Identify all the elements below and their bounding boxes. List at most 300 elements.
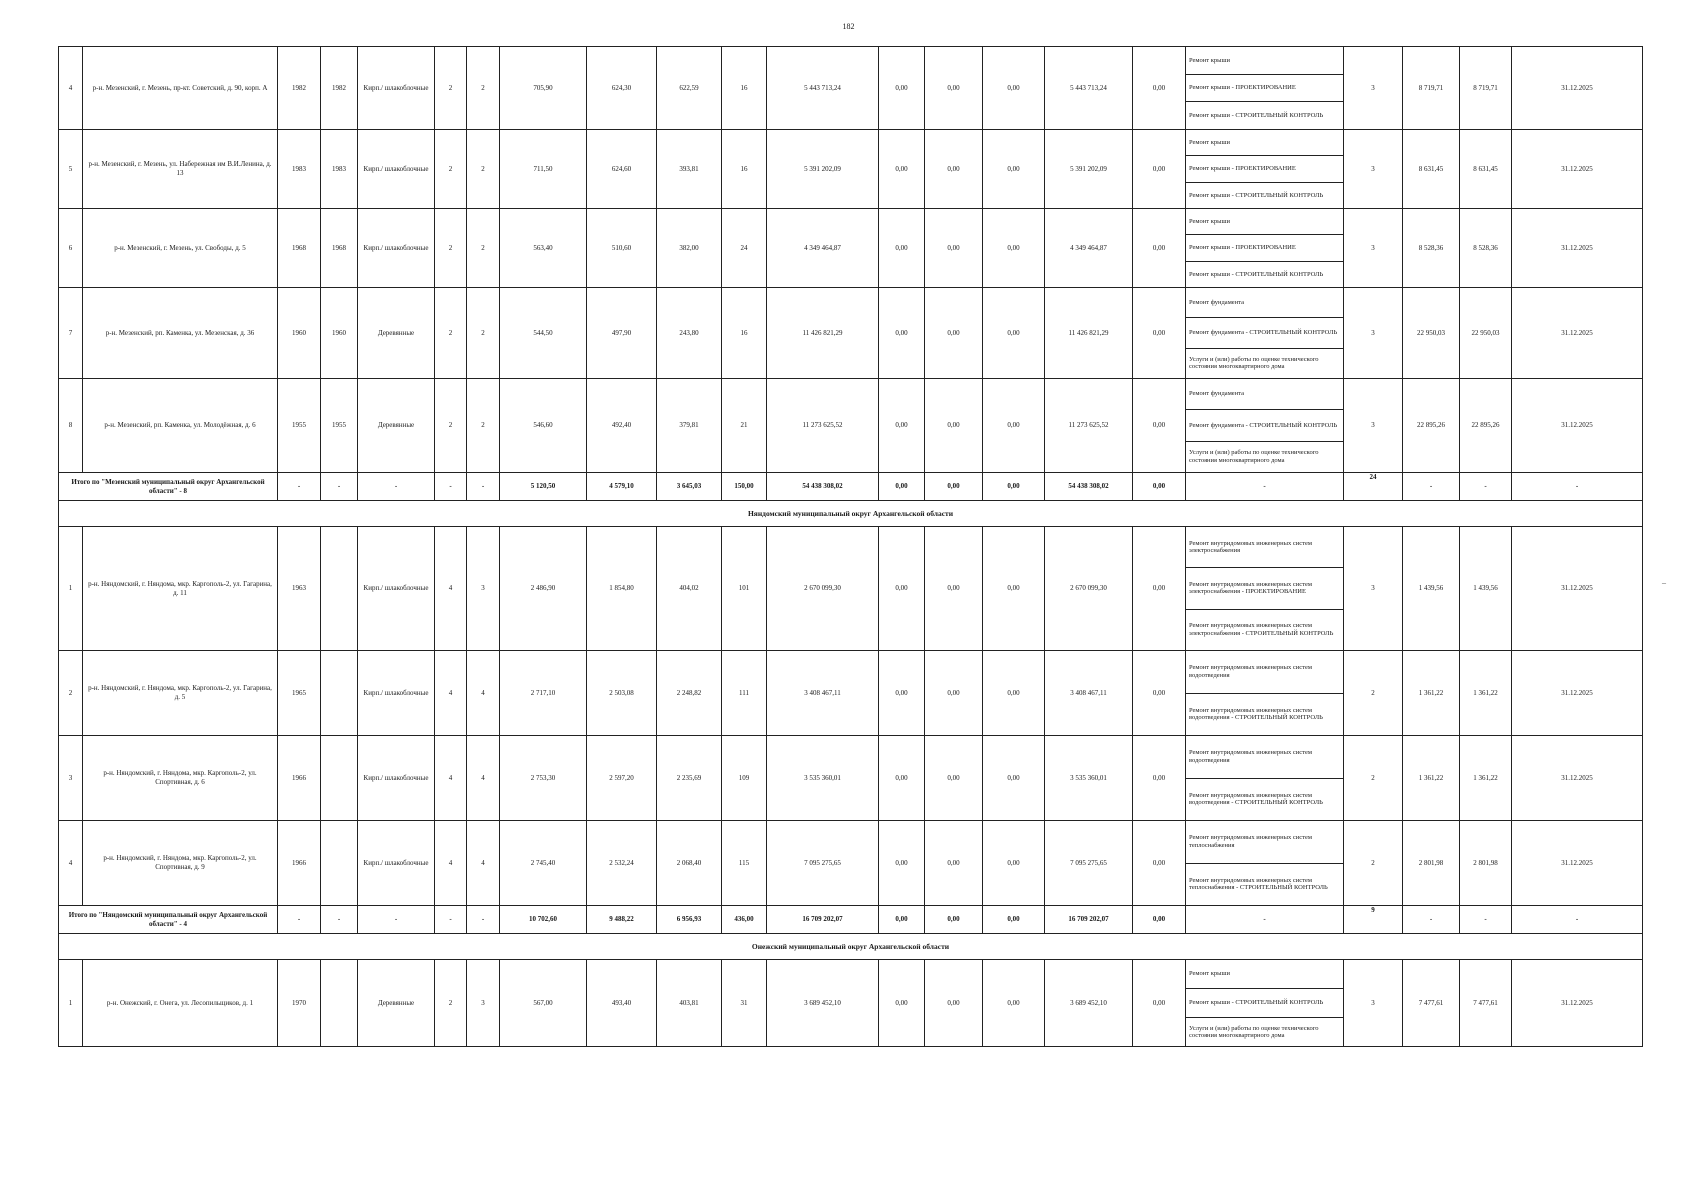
table-row <box>59 47 1643 130</box>
cell-entrances: 2 <box>467 209 500 288</box>
cell-entrances: 2 <box>467 130 500 209</box>
total-dash: - <box>358 906 435 934</box>
cell-fund-regional: 0,00 <box>925 736 983 821</box>
work-list <box>1186 960 1343 1046</box>
cell-fund-regional: 0,00 <box>925 651 983 736</box>
work-list <box>1186 130 1343 208</box>
cell-year-commission <box>321 736 358 821</box>
cell-works-count: 3 <box>1344 130 1403 209</box>
cell-address: р-н. Няндомский, г. Няндома, мкр. Каргополь-2, ул. Гагарина, д. 5 <box>83 651 278 736</box>
cell-area-total: 544,50 <box>500 288 587 379</box>
cell-year-built: 1960 <box>278 288 321 379</box>
cell-fund-other: 0,00 <box>1133 527 1186 651</box>
cell-cost-total: 11 273 625,52 <box>767 379 879 473</box>
total-dash: - <box>358 473 435 501</box>
cell-address: р-н. Мезенский, г. Мезень, пр-кт. Советский, д. 90, корп. А <box>83 47 278 130</box>
cell-floors: 4 <box>435 527 467 651</box>
cell-fund-federal: 0,00 <box>879 47 925 130</box>
cell-fund-owners: 4 349 464,87 <box>1045 209 1133 288</box>
cell-deadline: 31.12.2025 <box>1512 209 1643 288</box>
cell-works-count: 3 <box>1344 527 1403 651</box>
cell-fund-local: 0,00 <box>983 527 1045 651</box>
cell-floors: 4 <box>435 821 467 906</box>
cell-fund-local: 0,00 <box>983 379 1045 473</box>
cell-no: 1 <box>59 527 83 651</box>
cell-works-count: 2 <box>1344 736 1403 821</box>
total-fund-local: 0,00 <box>983 473 1045 501</box>
cell-fund-other: 0,00 <box>1133 651 1186 736</box>
cell-works <box>1186 209 1344 288</box>
cell-wall: Деревянные <box>358 379 435 473</box>
cell-cost-total: 3 535 360,01 <box>767 736 879 821</box>
cell-area-total: 2 486,90 <box>500 527 587 651</box>
cell-area-total: 711,50 <box>500 130 587 209</box>
cell-fund-federal: 0,00 <box>879 527 925 651</box>
total-residents: 150,00 <box>722 473 767 501</box>
cell-floors: 4 <box>435 651 467 736</box>
cell-year-commission: 1982 <box>321 47 358 130</box>
table-row <box>59 651 1643 736</box>
cell-fund-owners: 3 535 360,01 <box>1045 736 1133 821</box>
cell-fund-federal: 0,00 <box>879 379 925 473</box>
cell-fund-federal: 0,00 <box>879 288 925 379</box>
cell-fund-federal: 0,00 <box>879 821 925 906</box>
cell-floors: 2 <box>435 130 467 209</box>
cell-year-commission <box>321 821 358 906</box>
cell-unit-cost: 8 631,45 <box>1403 130 1460 209</box>
section-heading-row <box>59 501 1643 527</box>
cell-floors: 4 <box>435 736 467 821</box>
work-item: Ремонт внутридомовых инженерных систем теплоснабжения - СТРОИТЕЛЬНЫЙ КОНТРОЛЬ <box>1189 876 1328 892</box>
total-dash: - <box>1403 906 1460 934</box>
work-list <box>1186 736 1343 820</box>
cell-unit-cost-max: 22 950,03 <box>1460 288 1512 379</box>
cell-residents: 115 <box>722 821 767 906</box>
cell-entrances: 2 <box>467 288 500 379</box>
total-fund-regional: 0,00 <box>925 906 983 934</box>
cell-cost-total: 3 408 467,11 <box>767 651 879 736</box>
cell-area-residential: 393,81 <box>657 130 722 209</box>
total-dash: - <box>1186 906 1344 934</box>
cell-unit-cost-max: 8 528,36 <box>1460 209 1512 288</box>
cell-wall: Кирп./ шлакоблочные <box>358 527 435 651</box>
cell-year-built: 1965 <box>278 651 321 736</box>
cell-year-commission: 1983 <box>321 130 358 209</box>
cell-area-living: 1 854,80 <box>587 527 657 651</box>
cell-fund-owners: 7 095 275,65 <box>1045 821 1133 906</box>
cell-entrances: 3 <box>467 960 500 1047</box>
cell-unit-cost-max: 7 477,61 <box>1460 960 1512 1047</box>
cell-fund-owners: 3 408 467,11 <box>1045 651 1133 736</box>
cell-unit-cost: 1 439,56 <box>1403 527 1460 651</box>
cell-residents: 16 <box>722 47 767 130</box>
cell-no: 7 <box>59 288 83 379</box>
table-row <box>59 821 1643 906</box>
cell-deadline: 31.12.2025 <box>1512 288 1643 379</box>
cell-area-living: 493,40 <box>587 960 657 1047</box>
cell-area-living: 492,40 <box>587 379 657 473</box>
table-row <box>59 288 1643 379</box>
cell-fund-regional: 0,00 <box>925 821 983 906</box>
cell-fund-other: 0,00 <box>1133 209 1186 288</box>
cell-fund-regional: 0,00 <box>925 288 983 379</box>
work-item: Услуги и (или) работы по оценке технического состояния многоквартирного дома <box>1189 449 1319 464</box>
cell-unit-cost: 22 895,26 <box>1403 379 1460 473</box>
cell-year-commission <box>321 527 358 651</box>
cell-area-residential: 2 068,40 <box>657 821 722 906</box>
cell-area-total: 563,40 <box>500 209 587 288</box>
cell-area-total: 705,90 <box>500 47 587 130</box>
cell-works-count: 3 <box>1344 209 1403 288</box>
cell-no: 1 <box>59 960 83 1047</box>
cell-unit-cost-max: 2 801,98 <box>1460 821 1512 906</box>
total-area-total: 10 702,60 <box>500 906 587 934</box>
cell-deadline: 31.12.2025 <box>1512 960 1643 1047</box>
cell-area-living: 510,60 <box>587 209 657 288</box>
work-item: Ремонт крыши - СТРОИТЕЛЬНЫЙ КОНТРОЛЬ <box>1189 111 1324 119</box>
cell-no: 6 <box>59 209 83 288</box>
cell-year-commission: 1960 <box>321 288 358 379</box>
cell-unit-cost: 1 361,22 <box>1403 736 1460 821</box>
work-item: Ремонт внутридомовых инженерных систем электроснабжения <box>1186 527 1343 568</box>
cell-works <box>1186 288 1344 379</box>
cell-area-total: 567,00 <box>500 960 587 1047</box>
total-fund-other: 0,00 <box>1133 473 1186 501</box>
cell-residents: 16 <box>722 130 767 209</box>
cell-works-count: 3 <box>1344 288 1403 379</box>
cell-works-count: 2 <box>1344 821 1403 906</box>
total-area-living: 9 488,22 <box>587 906 657 934</box>
cell-area-total: 2 753,30 <box>500 736 587 821</box>
cell-area-living: 2 597,20 <box>587 736 657 821</box>
cell-fund-federal: 0,00 <box>879 960 925 1047</box>
work-list <box>1186 47 1343 129</box>
cell-residents: 101 <box>722 527 767 651</box>
cell-works <box>1186 651 1344 736</box>
cell-floors: 2 <box>435 379 467 473</box>
cell-wall: Деревянные <box>358 288 435 379</box>
cell-unit-cost-max: 1 361,22 <box>1460 736 1512 821</box>
total-cost-total: 16 709 202,07 <box>767 906 879 934</box>
cell-wall: Кирп./ шлакоблочные <box>358 736 435 821</box>
cell-fund-local: 0,00 <box>983 821 1045 906</box>
total-fund-regional: 0,00 <box>925 473 983 501</box>
work-item: Ремонт крыши <box>1186 960 1343 989</box>
total-row <box>59 473 1643 501</box>
cell-no: 8 <box>59 379 83 473</box>
cell-entrances: 4 <box>467 821 500 906</box>
repair-program-table <box>58 46 1643 1047</box>
cell-entrances: 2 <box>467 47 500 130</box>
cell-floors: 2 <box>435 209 467 288</box>
cell-year-built: 1968 <box>278 209 321 288</box>
work-list <box>1186 527 1343 650</box>
cell-fund-owners: 3 689 452,10 <box>1045 960 1133 1047</box>
cell-unit-cost: 7 477,61 <box>1403 960 1460 1047</box>
work-item: Ремонт крыши <box>1186 130 1343 156</box>
total-cost-total: 54 438 308,02 <box>767 473 879 501</box>
cell-fund-local: 0,00 <box>983 651 1045 736</box>
cell-area-living: 624,60 <box>587 130 657 209</box>
cell-area-residential: 382,00 <box>657 209 722 288</box>
cell-no: 2 <box>59 651 83 736</box>
cell-floors: 2 <box>435 47 467 130</box>
cell-works-count: 3 <box>1344 379 1403 473</box>
work-item: Ремонт внутридомовых инженерных систем водоотведения <box>1186 651 1343 694</box>
total-area-total: 5 120,50 <box>500 473 587 501</box>
total-dash: - <box>467 906 500 934</box>
cell-entrances: 2 <box>467 379 500 473</box>
total-label: Итого по "Няндомский муниципальный округ Архангельской области" - 4 <box>59 906 278 934</box>
cell-fund-regional: 0,00 <box>925 47 983 130</box>
cell-wall: Кирп./ шлакоблочные <box>358 651 435 736</box>
total-fund-owners: 16 709 202,07 <box>1045 906 1133 934</box>
cell-year-built: 1966 <box>278 821 321 906</box>
cell-works-count: 3 <box>1344 47 1403 130</box>
cell-floors: 2 <box>435 288 467 379</box>
cell-area-living: 2 532,24 <box>587 821 657 906</box>
cell-residents: 111 <box>722 651 767 736</box>
cell-area-total: 2 745,40 <box>500 821 587 906</box>
cell-no: 3 <box>59 736 83 821</box>
total-dash: - <box>1460 906 1512 934</box>
total-fund-federal: 0,00 <box>879 473 925 501</box>
cell-year-built: 1982 <box>278 47 321 130</box>
total-dash: - <box>278 473 321 501</box>
work-item: Ремонт фундамента <box>1186 379 1343 410</box>
cell-unit-cost-max: 8 631,45 <box>1460 130 1512 209</box>
cell-area-residential: 379,81 <box>657 379 722 473</box>
cell-wall: Кирп./ шлакоблочные <box>358 130 435 209</box>
cell-unit-cost-max: 22 895,26 <box>1460 379 1512 473</box>
work-item: Ремонт фундамента - СТРОИТЕЛЬНЫЙ КОНТРОЛЬ <box>1186 318 1343 348</box>
cell-area-residential: 403,81 <box>657 960 722 1047</box>
cell-fund-regional: 0,00 <box>925 209 983 288</box>
cell-floors: 2 <box>435 960 467 1047</box>
cell-works <box>1186 527 1344 651</box>
cell-cost-total: 3 689 452,10 <box>767 960 879 1047</box>
cell-deadline: 31.12.2025 <box>1512 821 1643 906</box>
cell-cost-total: 7 095 275,65 <box>767 821 879 906</box>
section-heading: Онежский муниципальный округ Архангельской области <box>59 934 1643 960</box>
cell-works-count: 2 <box>1344 651 1403 736</box>
cell-address: р-н. Няндомский, г. Няндома, мкр. Каргополь-2, ул. Спортивная, д. 9 <box>83 821 278 906</box>
cell-residents: 109 <box>722 736 767 821</box>
cell-deadline: 31.12.2025 <box>1512 130 1643 209</box>
cell-fund-regional: 0,00 <box>925 379 983 473</box>
cell-fund-regional: 0,00 <box>925 527 983 651</box>
cell-area-residential: 2 248,82 <box>657 651 722 736</box>
cell-wall: Кирп./ шлакоблочные <box>358 821 435 906</box>
work-item: Услуги и (или) работы по оценке технического состояния многоквартирного дома <box>1189 355 1319 371</box>
cell-works-count: 3 <box>1344 960 1403 1047</box>
section-heading-row <box>59 934 1643 960</box>
cell-fund-federal: 0,00 <box>879 651 925 736</box>
cell-year-built: 1955 <box>278 379 321 473</box>
cell-unit-cost: 1 361,22 <box>1403 651 1460 736</box>
cell-fund-other: 0,00 <box>1133 47 1186 130</box>
cell-area-living: 497,90 <box>587 288 657 379</box>
cell-unit-cost: 8 528,36 <box>1403 209 1460 288</box>
total-dash: - <box>435 906 467 934</box>
cell-year-commission <box>321 651 358 736</box>
total-fund-federal: 0,00 <box>879 906 925 934</box>
total-dash: - <box>435 473 467 501</box>
work-item: Ремонт внутридомовых инженерных систем водоотведения - СТРОИТЕЛЬНЫЙ КОНТРОЛЬ <box>1189 791 1323 807</box>
cell-entrances: 3 <box>467 527 500 651</box>
work-list <box>1186 821 1343 905</box>
work-item: Ремонт крыши <box>1186 209 1343 235</box>
cell-cost-total: 5 443 713,24 <box>767 47 879 130</box>
cell-cost-total: 11 426 821,29 <box>767 288 879 379</box>
work-item: Ремонт крыши - ПРОЕКТИРОВАНИЕ <box>1186 75 1343 103</box>
cell-year-commission: 1968 <box>321 209 358 288</box>
cell-fund-other: 0,00 <box>1133 960 1186 1047</box>
total-residents: 436,00 <box>722 906 767 934</box>
work-item: Ремонт крыши - СТРОИТЕЛЬНЫЙ КОНТРОЛЬ <box>1189 270 1324 278</box>
cell-fund-local: 0,00 <box>983 736 1045 821</box>
work-item: Ремонт внутридомовых инженерных систем электроснабжения - ПРОЕКТИРОВАНИЕ <box>1186 568 1343 609</box>
work-item: Ремонт крыши - ПРОЕКТИРОВАНИЕ <box>1186 235 1343 261</box>
cell-works <box>1186 47 1344 130</box>
total-dash: - <box>321 906 358 934</box>
cell-no: 4 <box>59 47 83 130</box>
cell-fund-other: 0,00 <box>1133 379 1186 473</box>
total-fund-owners: 54 438 308,02 <box>1045 473 1133 501</box>
cell-residents: 16 <box>722 288 767 379</box>
work-item: Ремонт фундамента - СТРОИТЕЛЬНЫЙ КОНТРОЛЬ <box>1186 410 1343 441</box>
cell-fund-owners: 5 391 202,09 <box>1045 130 1133 209</box>
total-works-count: 24 <box>1344 473 1403 501</box>
cell-wall: Кирп./ шлакоблочные <box>358 47 435 130</box>
work-item: Ремонт крыши - СТРОИТЕЛЬНЫЙ КОНТРОЛЬ <box>1186 989 1343 1018</box>
total-dash: - <box>1512 473 1643 501</box>
cell-fund-other: 0,00 <box>1133 821 1186 906</box>
cell-cost-total: 4 349 464,87 <box>767 209 879 288</box>
table-row <box>59 130 1643 209</box>
cell-deadline: 31.12.2025 <box>1512 651 1643 736</box>
cell-residents: 31 <box>722 960 767 1047</box>
cell-fund-owners: 2 670 099,30 <box>1045 527 1133 651</box>
cell-area-residential: 243,80 <box>657 288 722 379</box>
total-label: Итого по "Мезенский муниципальный округ Архангельской области" - 8 <box>59 473 278 501</box>
work-list <box>1186 651 1343 735</box>
table-row <box>59 527 1643 651</box>
cell-fund-local: 0,00 <box>983 47 1045 130</box>
cell-no: 4 <box>59 821 83 906</box>
cell-residents: 21 <box>722 379 767 473</box>
table-row <box>59 209 1643 288</box>
work-item: Услуги и (или) работы по оценке технического состояния многоквартирного дома <box>1189 1024 1319 1039</box>
cell-entrances: 4 <box>467 736 500 821</box>
cell-entrances: 4 <box>467 651 500 736</box>
work-item: Ремонт внутридомовых инженерных систем электроснабжения - СТРОИТЕЛЬНЫЙ КОНТРОЛЬ <box>1189 622 1334 637</box>
work-list <box>1186 379 1343 472</box>
cell-area-residential: 2 235,69 <box>657 736 722 821</box>
cell-address: р-н. Няндомский, г. Няндома, мкр. Каргополь-2, ул. Гагарина, д. 11 <box>83 527 278 651</box>
cell-cost-total: 2 670 099,30 <box>767 527 879 651</box>
cell-fund-other: 0,00 <box>1133 288 1186 379</box>
cell-fund-owners: 11 426 821,29 <box>1045 288 1133 379</box>
cell-address: р-н. Онежский, г. Онега, ул. Лесопильщиков, д. 1 <box>83 960 278 1047</box>
cell-address: р-н. Няндомский, г. Няндома, мкр. Каргополь-2, ул. Спортивная, д. 6 <box>83 736 278 821</box>
cell-no: 5 <box>59 130 83 209</box>
cell-deadline: 31.12.2025 <box>1512 47 1643 130</box>
cell-address: р-н. Мезенский, г. Мезень, ул. Свободы, д. 5 <box>83 209 278 288</box>
page-number: 182 <box>842 22 855 31</box>
total-area-living: 4 579,10 <box>587 473 657 501</box>
cell-year-commission <box>321 960 358 1047</box>
cell-year-built: 1983 <box>278 130 321 209</box>
cell-year-built: 1966 <box>278 736 321 821</box>
cell-deadline: 31.12.2025 <box>1512 379 1643 473</box>
total-area-residential: 3 645,03 <box>657 473 722 501</box>
cell-area-living: 2 503,08 <box>587 651 657 736</box>
total-fund-other: 0,00 <box>1133 906 1186 934</box>
cell-unit-cost: 2 801,98 <box>1403 821 1460 906</box>
cell-fund-federal: 0,00 <box>879 736 925 821</box>
cell-unit-cost-max: 8 719,71 <box>1460 47 1512 130</box>
cell-fund-regional: 0,00 <box>925 960 983 1047</box>
total-fund-local: 0,00 <box>983 906 1045 934</box>
total-dash: - <box>278 906 321 934</box>
cell-address: р-н. Мезенский, рп. Каменка, ул. Мезенская, д. 36 <box>83 288 278 379</box>
cell-unit-cost: 8 719,71 <box>1403 47 1460 130</box>
cell-year-commission: 1955 <box>321 379 358 473</box>
work-list <box>1186 288 1343 378</box>
cell-fund-local: 0,00 <box>983 288 1045 379</box>
cell-works <box>1186 130 1344 209</box>
cell-fund-local: 0,00 <box>983 209 1045 288</box>
total-dash: - <box>1186 473 1344 501</box>
total-dash: - <box>1512 906 1643 934</box>
total-works-count: 9 <box>1344 906 1403 934</box>
cell-fund-federal: 0,00 <box>879 209 925 288</box>
total-row <box>59 906 1643 934</box>
cell-works <box>1186 736 1344 821</box>
cell-deadline: 31.12.2025 <box>1512 527 1643 651</box>
cell-deadline: 31.12.2025 <box>1512 736 1643 821</box>
cell-year-built: 1963 <box>278 527 321 651</box>
cell-year-built: 1970 <box>278 960 321 1047</box>
cell-fund-owners: 5 443 713,24 <box>1045 47 1133 130</box>
cell-fund-local: 0,00 <box>983 130 1045 209</box>
table-row <box>59 379 1643 473</box>
total-dash: - <box>321 473 358 501</box>
cell-address: р-н. Мезенский, рп. Каменка, ул. Молодёжная, д. 6 <box>83 379 278 473</box>
total-dash: - <box>467 473 500 501</box>
cell-fund-local: 0,00 <box>983 960 1045 1047</box>
cell-works <box>1186 960 1344 1047</box>
cell-area-residential: 622,59 <box>657 47 722 130</box>
cell-works <box>1186 379 1344 473</box>
cell-cost-total: 5 391 202,09 <box>767 130 879 209</box>
cell-fund-federal: 0,00 <box>879 130 925 209</box>
cell-area-living: 624,30 <box>587 47 657 130</box>
cell-fund-owners: 11 273 625,52 <box>1045 379 1133 473</box>
total-area-residential: 6 956,93 <box>657 906 722 934</box>
work-item: Ремонт крыши <box>1186 47 1343 75</box>
cell-fund-regional: 0,00 <box>925 130 983 209</box>
cell-fund-other: 0,00 <box>1133 736 1186 821</box>
total-dash: - <box>1403 473 1460 501</box>
cell-wall: Деревянные <box>358 960 435 1047</box>
cell-works <box>1186 821 1344 906</box>
cell-wall: Кирп./ шлакоблочные <box>358 209 435 288</box>
work-item: Ремонт внутридомовых инженерных систем водоотведения - СТРОИТЕЛЬНЫЙ КОНТРОЛЬ <box>1189 706 1323 722</box>
work-item: Ремонт внутридомовых инженерных систем водоотведения <box>1186 736 1343 779</box>
register-sheet <box>58 46 1642 1047</box>
